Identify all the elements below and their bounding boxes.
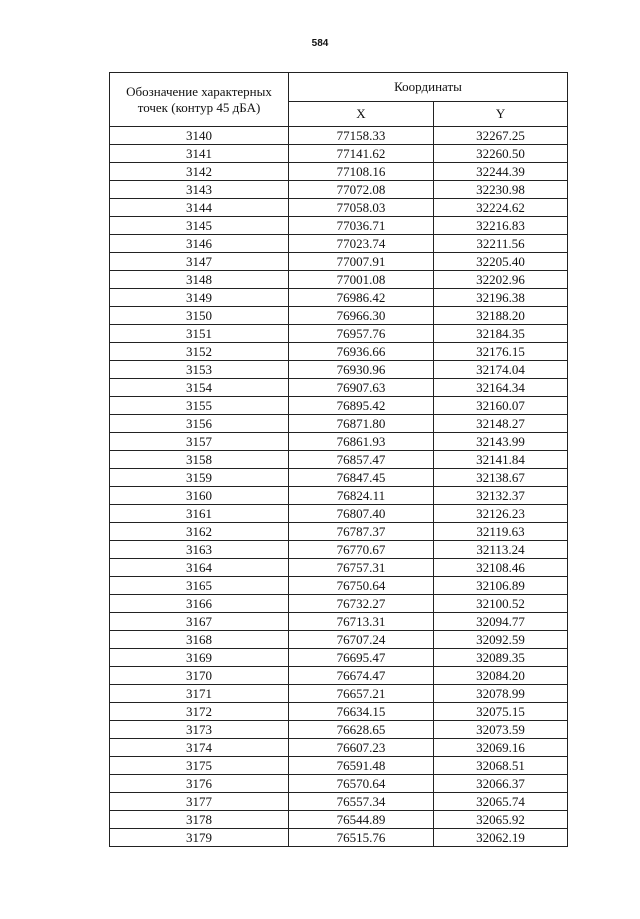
table-row: [110, 757, 568, 775]
x-coordinate-cell: 76895.42: [289, 397, 434, 415]
table-row: [110, 631, 568, 649]
table-row: [110, 397, 568, 415]
point-id-cell: 3173: [110, 721, 289, 739]
y-coordinate-cell: 32119.63: [434, 523, 568, 541]
table-row: [110, 217, 568, 235]
x-coordinate-cell: 76807.40: [289, 505, 434, 523]
x-coordinate-cell: 76515.76: [289, 829, 434, 847]
point-id-cell: 3168: [110, 631, 289, 649]
table-row: [110, 163, 568, 181]
y-coordinate-cell: 32138.67: [434, 469, 568, 487]
y-coordinate-cell: 32202.96: [434, 271, 568, 289]
x-coordinate-cell: 76936.66: [289, 343, 434, 361]
y-coordinate-cell: 32174.04: [434, 361, 568, 379]
table-row: [110, 541, 568, 559]
x-coordinate-cell: 76824.11: [289, 487, 434, 505]
y-coordinate-cell: 32075.15: [434, 703, 568, 721]
point-id-cell: 3167: [110, 613, 289, 631]
point-id-cell: 3178: [110, 811, 289, 829]
y-coordinate-cell: 32089.35: [434, 649, 568, 667]
table-row: [110, 667, 568, 685]
y-coordinate-cell: 32078.99: [434, 685, 568, 703]
table-row: [110, 613, 568, 631]
x-coordinate-cell: 76628.65: [289, 721, 434, 739]
point-id-cell: 3164: [110, 559, 289, 577]
point-id-cell: 3147: [110, 253, 289, 271]
point-id-cell: 3177: [110, 793, 289, 811]
table-row: [110, 703, 568, 721]
coordinates-header: Координаты: [289, 73, 568, 102]
y-coordinate-cell: 32224.62: [434, 199, 568, 217]
x-coordinate-cell: 76847.45: [289, 469, 434, 487]
x-coordinate-cell: 76757.31: [289, 559, 434, 577]
table-row: [110, 775, 568, 793]
x-coordinate-cell: 76966.30: [289, 307, 434, 325]
table-row: [110, 829, 568, 847]
table-row: [110, 199, 568, 217]
table-row: [110, 127, 568, 145]
point-id-cell: 3161: [110, 505, 289, 523]
y-coordinate-cell: 32062.19: [434, 829, 568, 847]
x-coordinate-cell: 76871.80: [289, 415, 434, 433]
y-coordinate-cell: 32260.50: [434, 145, 568, 163]
table-body: [110, 127, 568, 847]
point-id-cell: 3140: [110, 127, 289, 145]
table-row: [110, 505, 568, 523]
x-coordinate-cell: 76713.31: [289, 613, 434, 631]
y-coordinate-cell: 32094.77: [434, 613, 568, 631]
y-coordinate-cell: 32065.74: [434, 793, 568, 811]
point-id-cell: 3179: [110, 829, 289, 847]
x-coordinate-cell: 76770.67: [289, 541, 434, 559]
point-id-cell: 3141: [110, 145, 289, 163]
x-coordinate-cell: 76557.34: [289, 793, 434, 811]
point-id-cell: 3151: [110, 325, 289, 343]
y-coordinate-cell: 32164.34: [434, 379, 568, 397]
point-id-cell: 3159: [110, 469, 289, 487]
y-coordinate-cell: 32141.84: [434, 451, 568, 469]
point-id-cell: 3170: [110, 667, 289, 685]
point-id-cell: 3142: [110, 163, 289, 181]
point-id-cell: 3172: [110, 703, 289, 721]
x-coordinate-cell: 77141.62: [289, 145, 434, 163]
table-row: [110, 685, 568, 703]
point-id-cell: 3154: [110, 379, 289, 397]
point-id-cell: 3149: [110, 289, 289, 307]
x-coordinate-cell: 76986.42: [289, 289, 434, 307]
point-id-cell: 3146: [110, 235, 289, 253]
table-row: [110, 487, 568, 505]
point-id-cell: 3153: [110, 361, 289, 379]
y-coordinate-cell: 32092.59: [434, 631, 568, 649]
y-coordinate-cell: 32068.51: [434, 757, 568, 775]
point-id-cell: 3171: [110, 685, 289, 703]
table-row: [110, 325, 568, 343]
y-coordinate-cell: 32100.52: [434, 595, 568, 613]
point-id-cell: 3144: [110, 199, 289, 217]
table-row: [110, 379, 568, 397]
y-coordinate-cell: 32113.24: [434, 541, 568, 559]
point-id-cell: 3157: [110, 433, 289, 451]
table-row: [110, 739, 568, 757]
x-coordinate-cell: 76787.37: [289, 523, 434, 541]
table-row: [110, 415, 568, 433]
table-row: [110, 577, 568, 595]
y-coordinate-cell: 32106.89: [434, 577, 568, 595]
table-row: [110, 343, 568, 361]
y-coordinate-cell: 32108.46: [434, 559, 568, 577]
y-coordinate-cell: 32148.27: [434, 415, 568, 433]
y-coordinate-cell: 32069.16: [434, 739, 568, 757]
x-coordinate-cell: 76957.76: [289, 325, 434, 343]
point-designation-header: Обозначение характерных точек (контур 45 дБА): [110, 73, 289, 127]
point-id-cell: 3152: [110, 343, 289, 361]
table-row: [110, 595, 568, 613]
y-coordinate-cell: 32176.15: [434, 343, 568, 361]
x-coordinate-cell: 76634.15: [289, 703, 434, 721]
table-row: [110, 721, 568, 739]
x-coordinate-cell: 76930.96: [289, 361, 434, 379]
y-coordinate-cell: 32211.56: [434, 235, 568, 253]
point-id-cell: 3165: [110, 577, 289, 595]
y-coordinate-cell: 32160.07: [434, 397, 568, 415]
point-id-cell: 3148: [110, 271, 289, 289]
x-coordinate-cell: 76570.64: [289, 775, 434, 793]
y-coordinate-cell: 32126.23: [434, 505, 568, 523]
table-row: [110, 559, 568, 577]
y-coordinate-cell: 32244.39: [434, 163, 568, 181]
x-coordinate-cell: 76695.47: [289, 649, 434, 667]
y-coordinate-cell: 32132.37: [434, 487, 568, 505]
point-id-cell: 3145: [110, 217, 289, 235]
point-id-cell: 3155: [110, 397, 289, 415]
x-coordinate-cell: 76591.48: [289, 757, 434, 775]
table-row: [110, 811, 568, 829]
y-coordinate-cell: 32084.20: [434, 667, 568, 685]
table-header: [110, 73, 568, 127]
x-coordinate-cell: 77023.74: [289, 235, 434, 253]
x-coordinate-cell: 77058.03: [289, 199, 434, 217]
point-id-cell: 3143: [110, 181, 289, 199]
table-row: [110, 649, 568, 667]
table-row: [110, 181, 568, 199]
x-coordinate-cell: 76750.64: [289, 577, 434, 595]
point-id-cell: 3166: [110, 595, 289, 613]
table-row: [110, 433, 568, 451]
point-id-cell: 3162: [110, 523, 289, 541]
point-id-cell: 3158: [110, 451, 289, 469]
x-coordinate-cell: 77108.16: [289, 163, 434, 181]
table-row: [110, 235, 568, 253]
y-coordinate-cell: 32267.25: [434, 127, 568, 145]
x-coordinate-cell: 77158.33: [289, 127, 434, 145]
y-coordinate-cell: 32066.37: [434, 775, 568, 793]
y-coordinate-cell: 32230.98: [434, 181, 568, 199]
y-coordinate-cell: 32196.38: [434, 289, 568, 307]
x-coordinate-cell: 76657.21: [289, 685, 434, 703]
x-coordinate-cell: 77036.71: [289, 217, 434, 235]
table-row: [110, 253, 568, 271]
table-row: [110, 469, 568, 487]
point-id-cell: 3169: [110, 649, 289, 667]
x-coordinate-cell: 77072.08: [289, 181, 434, 199]
x-coordinate-cell: 76907.63: [289, 379, 434, 397]
point-id-cell: 3160: [110, 487, 289, 505]
x-coordinate-cell: 76607.23: [289, 739, 434, 757]
x-coordinate-cell: 76544.89: [289, 811, 434, 829]
table-row: [110, 307, 568, 325]
x-coordinate-cell: 76707.24: [289, 631, 434, 649]
point-id-cell: 3156: [110, 415, 289, 433]
table-row: [110, 289, 568, 307]
y-coordinate-cell: 32205.40: [434, 253, 568, 271]
x-coordinate-cell: 76857.47: [289, 451, 434, 469]
x-coordinate-cell: 76732.27: [289, 595, 434, 613]
y-coordinate-cell: 32184.35: [434, 325, 568, 343]
y-coordinate-cell: 32065.92: [434, 811, 568, 829]
table-row: [110, 271, 568, 289]
table-row: [110, 145, 568, 163]
table-row: [110, 361, 568, 379]
coordinates-table: [109, 72, 568, 847]
x-coordinate-cell: 76861.93: [289, 433, 434, 451]
x-coordinate-cell: 77001.08: [289, 271, 434, 289]
y-coordinate-cell: 32216.83: [434, 217, 568, 235]
point-id-cell: 3174: [110, 739, 289, 757]
point-id-cell: 3175: [110, 757, 289, 775]
x-coordinate-cell: 77007.91: [289, 253, 434, 271]
point-id-cell: 3163: [110, 541, 289, 559]
y-coordinate-cell: 32073.59: [434, 721, 568, 739]
table-row: [110, 523, 568, 541]
y-column-header: Y: [434, 101, 568, 126]
table-row: [110, 793, 568, 811]
point-id-cell: 3176: [110, 775, 289, 793]
y-coordinate-cell: 32143.99: [434, 433, 568, 451]
table-row: [110, 451, 568, 469]
page-number: 584: [311, 38, 329, 49]
point-id-cell: 3150: [110, 307, 289, 325]
x-column-header: X: [289, 101, 434, 126]
y-coordinate-cell: 32188.20: [434, 307, 568, 325]
x-coordinate-cell: 76674.47: [289, 667, 434, 685]
